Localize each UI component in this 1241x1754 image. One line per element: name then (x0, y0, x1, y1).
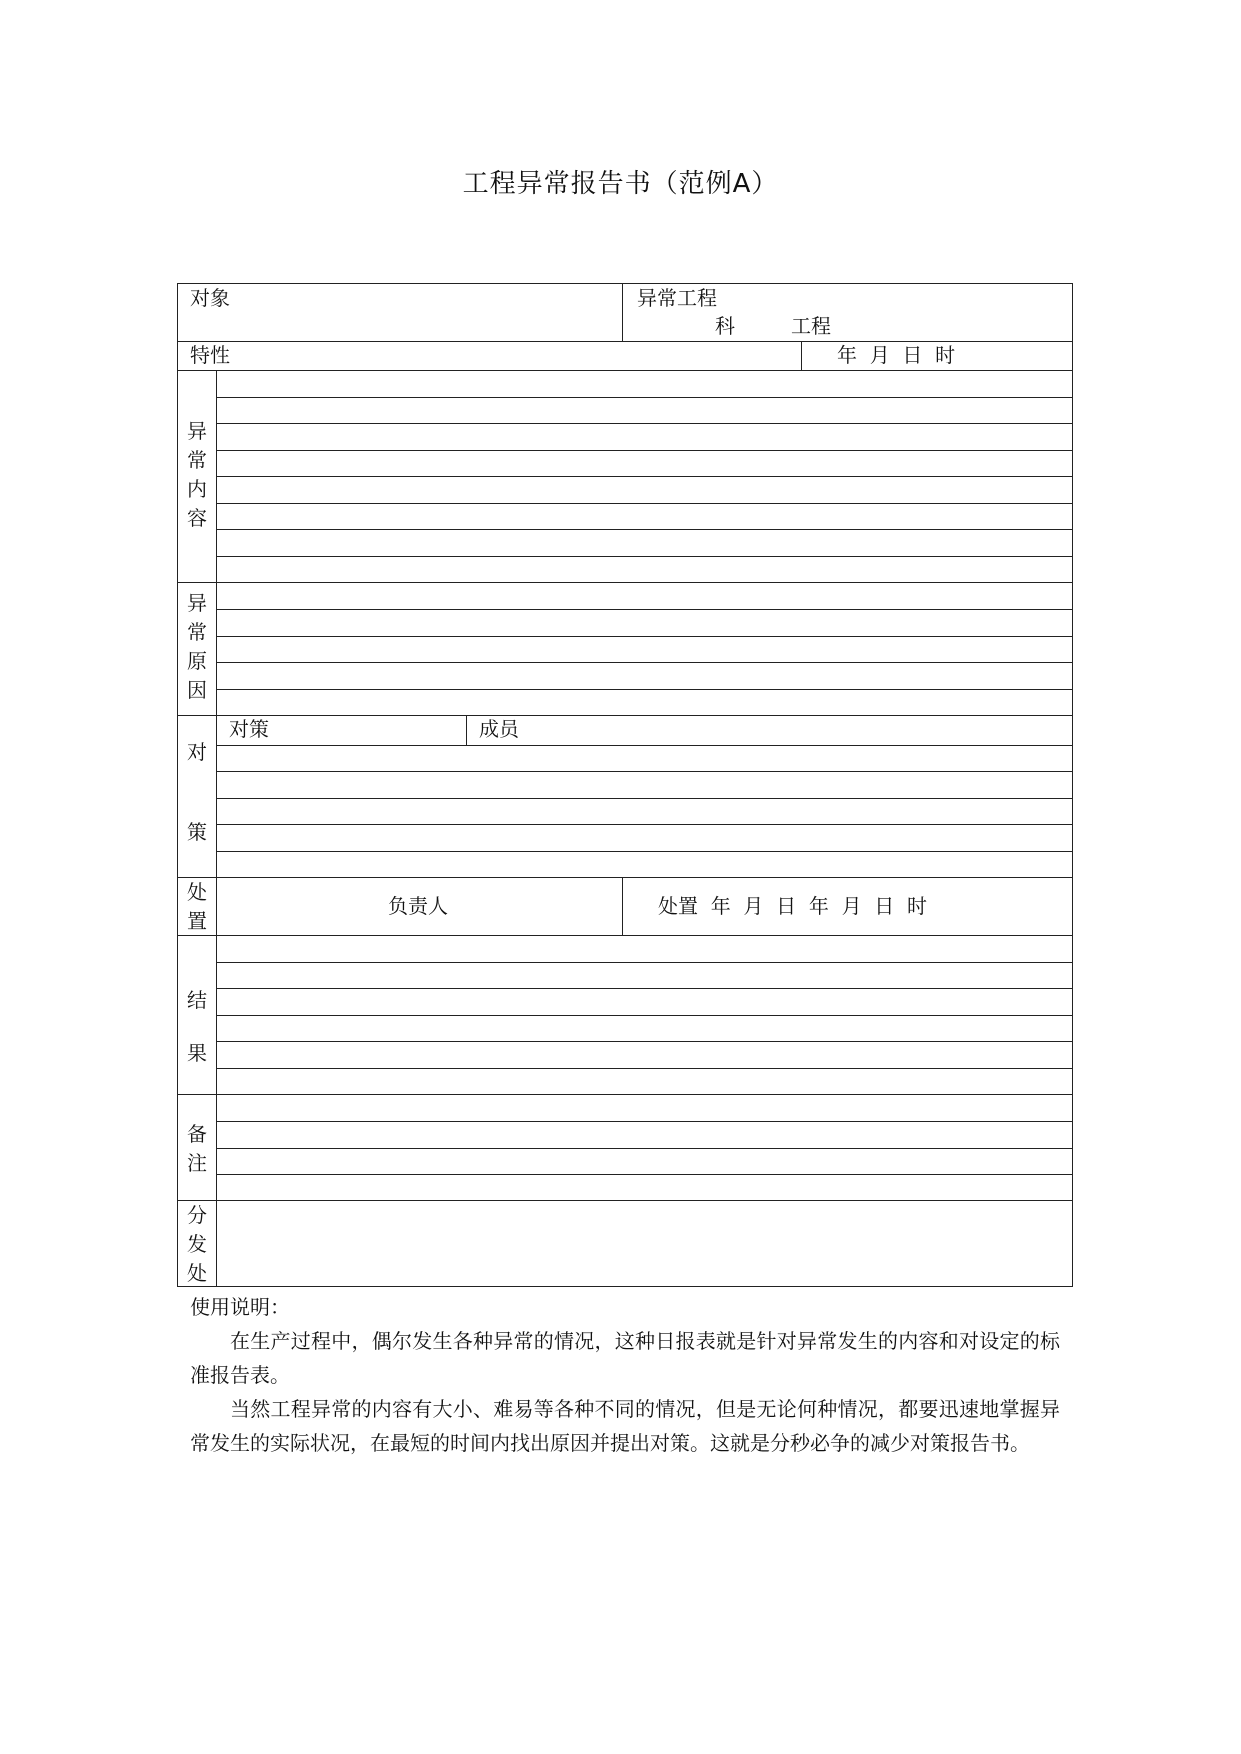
handling-section (178, 878, 1072, 936)
cause-label: 异常原因 (187, 591, 207, 702)
notes-paragraph-1: 在生产过程中，偶尔发生各种异常的情况，这种日报表就是针对异常发生的内容和对设定的标准报告表。 (190, 1329, 1060, 1387)
remarks-section (178, 1095, 1072, 1201)
datetime-label: 年 月 日 时 (837, 343, 956, 367)
measure-col-label: 对策 (229, 717, 269, 741)
result-section (178, 936, 1072, 1095)
object-row (178, 284, 1072, 342)
abnormal-process-label: 异常工程 (637, 286, 717, 310)
characteristic-row (178, 342, 1072, 371)
usage-notes (190, 1290, 1060, 1460)
notes-heading: 使用说明： (190, 1295, 290, 1319)
process-label: 工程 (791, 314, 831, 338)
distribution-label: 分发处 (187, 1203, 207, 1285)
handling-person-label: 负责人 (388, 894, 448, 918)
report-form (177, 283, 1073, 1287)
measure-label-top: 对 (187, 740, 207, 764)
characteristic-label: 特性 (190, 343, 230, 367)
result-label-bottom: 果 (187, 1041, 207, 1065)
page-title: 工程异常报告书（范例A） (462, 169, 779, 199)
handling-time-label: 处置 年 月 日 年 月 日 时 (658, 894, 928, 918)
cause-section (178, 583, 1072, 716)
content-section (178, 371, 1072, 583)
content-label: 异常内容 (187, 419, 207, 530)
notes-paragraph-2: 当然工程异常的内容有大小、难易等各种不同的情况，但是无论何种情况，都要迅速地掌握异常发生的实际状况，在最短的时间内找出原因并提出对策。这就是分秒必争的减少对策报告书。 (190, 1397, 1060, 1455)
object-label: 对象 (190, 286, 230, 310)
result-label-top: 结 (187, 988, 207, 1012)
dept-label: 科 (715, 314, 735, 338)
measure-label-bottom: 策 (187, 820, 207, 844)
distribution-section (178, 1201, 1072, 1286)
handling-label: 处置 (187, 880, 207, 933)
member-col-label: 成员 (479, 717, 519, 741)
measure-section (178, 716, 1072, 878)
remarks-label: 备注 (187, 1122, 207, 1175)
